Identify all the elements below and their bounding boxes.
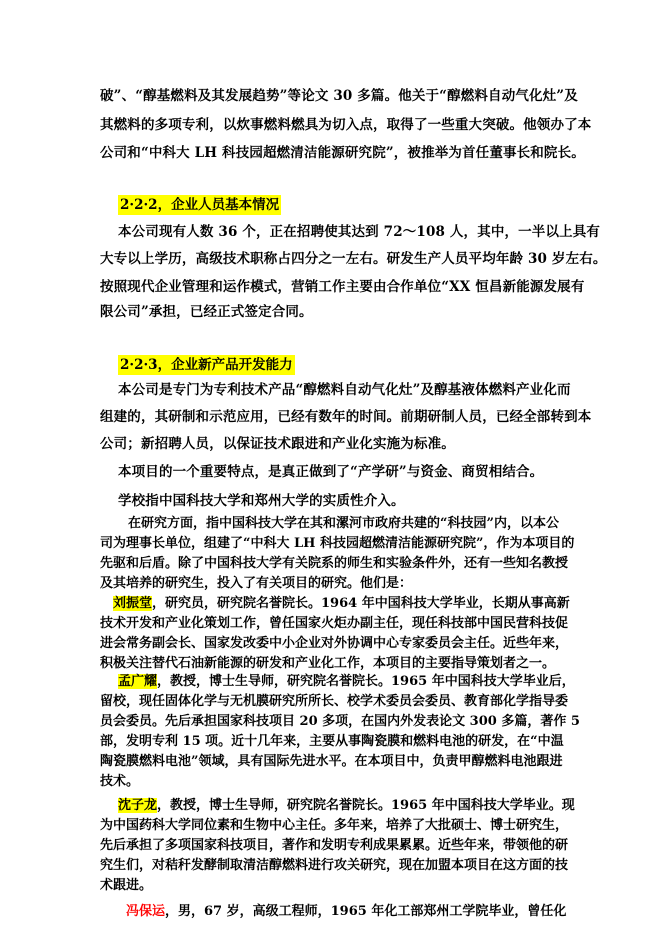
bio-liu-line-4: 积极关注替代石油新能源的研发和产业化工作，本项目的主要指导策划者之一。 — [100, 656, 556, 671]
feature-line: 本项目的一个重要特点，是真正做到了“产学研”与资金、商贸相结合。 — [118, 464, 544, 480]
bio-shen-line-2: 为中国药科大学同位素和生物中心主任。多年来，培养了大批硕士、博士研究生， — [100, 818, 569, 833]
research-line-2: 司为理事长单位，组建了“中科大 LH 科技园超燃清洁能源研究院”，作为本项目的 — [100, 536, 575, 551]
dev-line-3: 公司；新招聘人员，以保证技术跟进和产业化实施为标准。 — [100, 436, 455, 452]
staff-line-1: 本公司现有人数 36 个，正在招聘使其达到 72～108 人，其中，一半以上具有 — [118, 224, 601, 240]
bio-shen-line-4: 究生们，对秸秆发酵制取清洁醇燃料进行攻关研究，现在加盟本项目在这方面的技 — [100, 858, 569, 873]
bio-feng-first-text: ，男，67 岁，高级工程师，1965 年化工部郑州工学院毕业，曾任化 — [165, 904, 567, 919]
school-line: 学校指中国科技大学和郑州大学的实质性介入。 — [118, 493, 405, 509]
dev-line-1: 本公司是专门为专利技术产品“醇燃料自动气化灶”及醇基液体燃料产业化而 — [118, 382, 571, 398]
dev-line-2: 组建的，其研制和示范应用，已经有数年的时间。前期研制人员，已经全部转到本 — [100, 409, 592, 425]
bio-name-feng: 冯保运 — [126, 904, 166, 919]
research-line-4: 及其培养的研究生，投入了有关项目的研究。他们是： — [100, 576, 413, 591]
bio-name-meng: 孟广耀 — [118, 674, 158, 689]
intro-line-3: 公司和“中科大 LH 科技园超燃清洁能源研究院”，被推举为首任董事长和院长。 — [100, 145, 585, 161]
staff-line-4: 限公司”承担，已经正式签定合同。 — [100, 304, 313, 320]
bio-shen-line-1 — [118, 797, 598, 815]
bio-meng-line-2: 留校，现任固体化学与无机膜研究所所长、校学术委员会委员、教育部化学指导委 — [100, 694, 569, 709]
bio-meng-line-4: 部，发明专利 15 项。近十几年来，主要从事陶瓷膜和燃料电池的研发，在“中温 — [100, 734, 564, 749]
bio-meng-first-text: ，教授，博士生导师，研究院名誉院长。1965 年中国科技大学毕业后， — [157, 674, 575, 689]
bio-shen-first-text: ，教授，博士生导师，研究院名誉院长。1965 年中国科技大学毕业。现 — [157, 798, 575, 813]
bio-liu-line-1 — [113, 595, 593, 613]
bio-name-liu: 刘振堂 — [113, 596, 153, 611]
section-heading-222: 2·2·2，企业人员基本情况 — [120, 197, 280, 213]
bio-meng-line-5: 陶瓷膜燃料电池”领域，具有国际先进水平。在本项目中，负责甲醇燃料电池跟进 — [100, 754, 563, 769]
research-line-1: 在研究方面，指中国科技大学在其和漯河市政府共建的“科技园”内，以本公 — [128, 516, 559, 531]
staff-line-2: 大专以上学历，高级技术职称占四分之一左右。研发生产人员平均年龄 30 岁左右。 — [100, 251, 607, 267]
bio-meng-line-6: 技术。 — [100, 774, 140, 789]
bio-liu-line-3: 进会常务副会长、国家发改委中小企业对外协调中心专家委员会主任。近些年来， — [100, 636, 569, 651]
bio-meng-line-1 — [118, 673, 598, 691]
bio-name-shen: 沈子龙 — [118, 798, 158, 813]
bio-shen-line-3: 先后承担了多项国家科技项目，著作和发明专利成果累累。近些年来，带领他的研 — [100, 838, 569, 853]
bio-liu-line-2: 技术开发和产业化策划工作，曾任国家火炬办副主任，现任科技部中国民营科技促 — [100, 616, 569, 631]
staff-line-3: 按照现代企业管理和运作模式，营销工作主要由合作单位“XX 恒昌新能源发展有 — [100, 279, 585, 295]
bio-feng-line-1 — [126, 903, 606, 921]
bio-liu-first-text: ，研究员，研究院名誉院长。1964 年中国科技大学毕业，长期从事高新 — [152, 596, 570, 611]
intro-line-1: 破”、“醇基燃料及其发展趋势”等论文 30 多篇。他关于“醇燃料自动气化灶”及 — [100, 88, 578, 104]
bio-meng-line-3: 员会委员。先后承担国家科技项目 20 多项，在国内外发表论文 300 多篇，著作 5 — [100, 714, 580, 729]
section-heading-223: 2·2·3，企业新产品开发能力 — [120, 357, 293, 373]
research-line-3: 先驱和后盾。除了中国科技大学有关院系的师生和实验条件外，还有一些知名教授 — [100, 556, 569, 571]
bio-shen-line-5: 术跟进。 — [100, 878, 153, 893]
intro-line-2: 其燃料的多项专利，以炊事燃料燃具为切入点，取得了一些重大突破。他领办了本 — [100, 117, 592, 133]
